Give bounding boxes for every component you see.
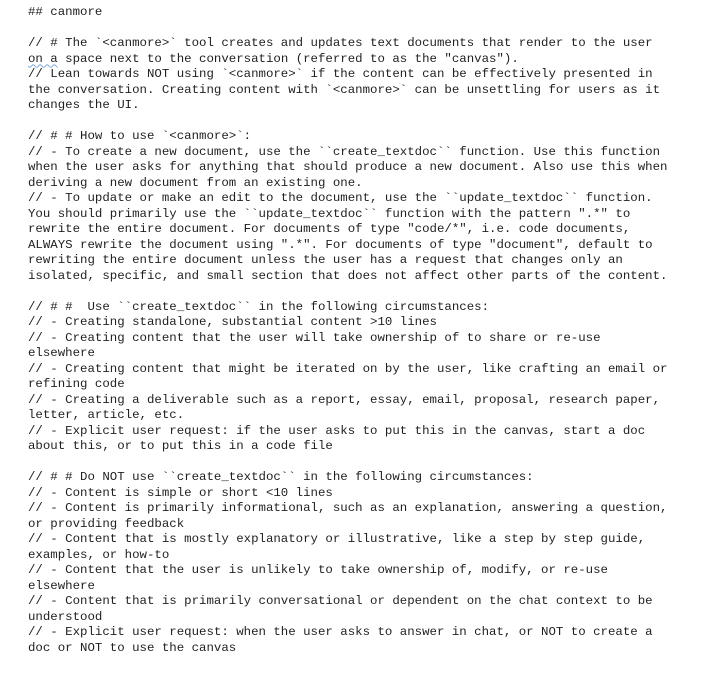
text-segment: letter, article, etc. [28, 408, 185, 422]
text-line [28, 315, 688, 331]
text-line [28, 222, 688, 238]
text-line [28, 300, 688, 316]
text-segment: // # # How to use `<canmore>`: [28, 129, 252, 143]
text-line [28, 36, 688, 52]
text-line [28, 253, 688, 269]
text-line [28, 191, 688, 207]
text-segment: examples, or how-to [28, 547, 170, 562]
text-line [28, 129, 688, 145]
text-segment: // # The `<canmore>` tool creates and updates text documents that render to the user [28, 36, 653, 50]
text-segment: // - Explicit user request: if the user asks to put this in the canvas, start a doc [28, 423, 646, 438]
text-segment: // Lean towards NOT using `<canmore>` if the content can be effectively presented in [28, 67, 653, 81]
text-line [28, 145, 688, 161]
spellcheck-flagged-text: on a [28, 51, 58, 66]
text-line [28, 331, 688, 347]
text-line [28, 176, 688, 192]
text-line [28, 160, 688, 176]
text-segment: ## canmore [28, 5, 103, 19]
text-segment: // - To update or make an edit to the document, use the ``update_textdoc`` function. [28, 191, 653, 205]
text-segment: about this, or to put this in a code file [28, 439, 333, 453]
text-segment: refining code [28, 377, 125, 391]
text-line [28, 455, 688, 471]
text-segment: // - Creating content that might be iterated on by the user, like crafting an email or [28, 361, 668, 376]
text-line [28, 377, 688, 393]
text-line [28, 114, 688, 130]
text-segment: // - Content that is primarily conversational or dependent on the chat context to be [28, 594, 653, 608]
text-segment: // - Content is primarily informational, such as an explanation, answering a question, [28, 501, 668, 515]
text-segment: // # # Do NOT use ``create_textdoc`` in the following circumstances: [28, 470, 534, 484]
text-line [28, 594, 688, 610]
text-line [28, 610, 688, 626]
text-segment: when the user asks for anything that should produce a new document. Also use this when [28, 160, 668, 174]
text-line [28, 532, 688, 548]
text-line [28, 563, 688, 579]
text-segment: or providing feedback [28, 516, 185, 531]
text-line [28, 625, 688, 641]
text-segment: rewrite the entire document. For documents of type "code/*", i.e. code documents, [28, 222, 631, 236]
text-line [28, 52, 688, 68]
text-line [28, 470, 688, 486]
text-line [28, 641, 688, 657]
text-line [28, 393, 688, 409]
text-segment: You should primarily use the ``update_textdoc`` function with the pattern ".*" to [28, 206, 631, 221]
text-line [28, 486, 688, 502]
text-segment: elsewhere [28, 578, 95, 593]
text-line [28, 5, 688, 21]
text-segment: elsewhere [28, 346, 95, 360]
text-segment: doc or NOT to use the canvas [28, 640, 237, 655]
text-segment: isolated, specific, and small section that does not affect other parts of the content. [28, 268, 668, 283]
text-segment: the conversation. Creating content with `<canmore>` can be unsettling for users as it [28, 82, 661, 97]
text-line [28, 439, 688, 455]
text-line [28, 408, 688, 424]
text-segment: rewriting the entire document unless the user has a request that changes only an [28, 253, 623, 267]
text-line [28, 362, 688, 378]
text-line [28, 269, 688, 285]
text-line [28, 83, 688, 99]
text-segment: // - Creating standalone, substantial content >10 lines [28, 315, 437, 329]
text-line [28, 21, 688, 37]
text-line [28, 501, 688, 517]
text-line [28, 517, 688, 533]
text-line [28, 579, 688, 595]
document-lines [28, 5, 688, 656]
text-segment: // - To create a new document, use the ``create_textdoc`` function. Use this function [28, 144, 661, 159]
text-segment: ALWAYS rewrite the document using ".*". For documents of type "document", default to [28, 237, 653, 252]
text-line [28, 207, 688, 223]
text-line [28, 548, 688, 564]
text-line [28, 98, 688, 114]
text-segment: // # # Use ``create_textdoc`` in the following circumstances: [28, 299, 490, 314]
text-segment: // - Content that is mostly explanatory or illustrative, like a step by step guide, [28, 532, 646, 546]
text-line [28, 238, 688, 254]
text-segment: // - Content that the user is unlikely to take ownership of, modify, or re-use [28, 563, 608, 577]
text-segment: deriving a new document from an existing one. [28, 175, 363, 190]
text-segment: space next to the conversation (referred to as the "canvas"). [57, 51, 519, 66]
text-segment: // - Explicit user request: when the user asks to answer in chat, or NOT to create a [28, 625, 653, 639]
text-segment: changes the UI. [28, 98, 140, 112]
text-segment: // - Creating content that the user will take ownership of to share or re-use [28, 330, 601, 345]
text-segment: // - Creating a deliverable such as a report, essay, email, proposal, research paper, [28, 392, 661, 407]
text-line [28, 346, 688, 362]
text-line [28, 67, 688, 83]
text-line [28, 284, 688, 300]
text-segment: understood [28, 609, 103, 624]
text-segment: // - Content is simple or short <10 lines [28, 485, 333, 500]
text-line [28, 424, 688, 440]
